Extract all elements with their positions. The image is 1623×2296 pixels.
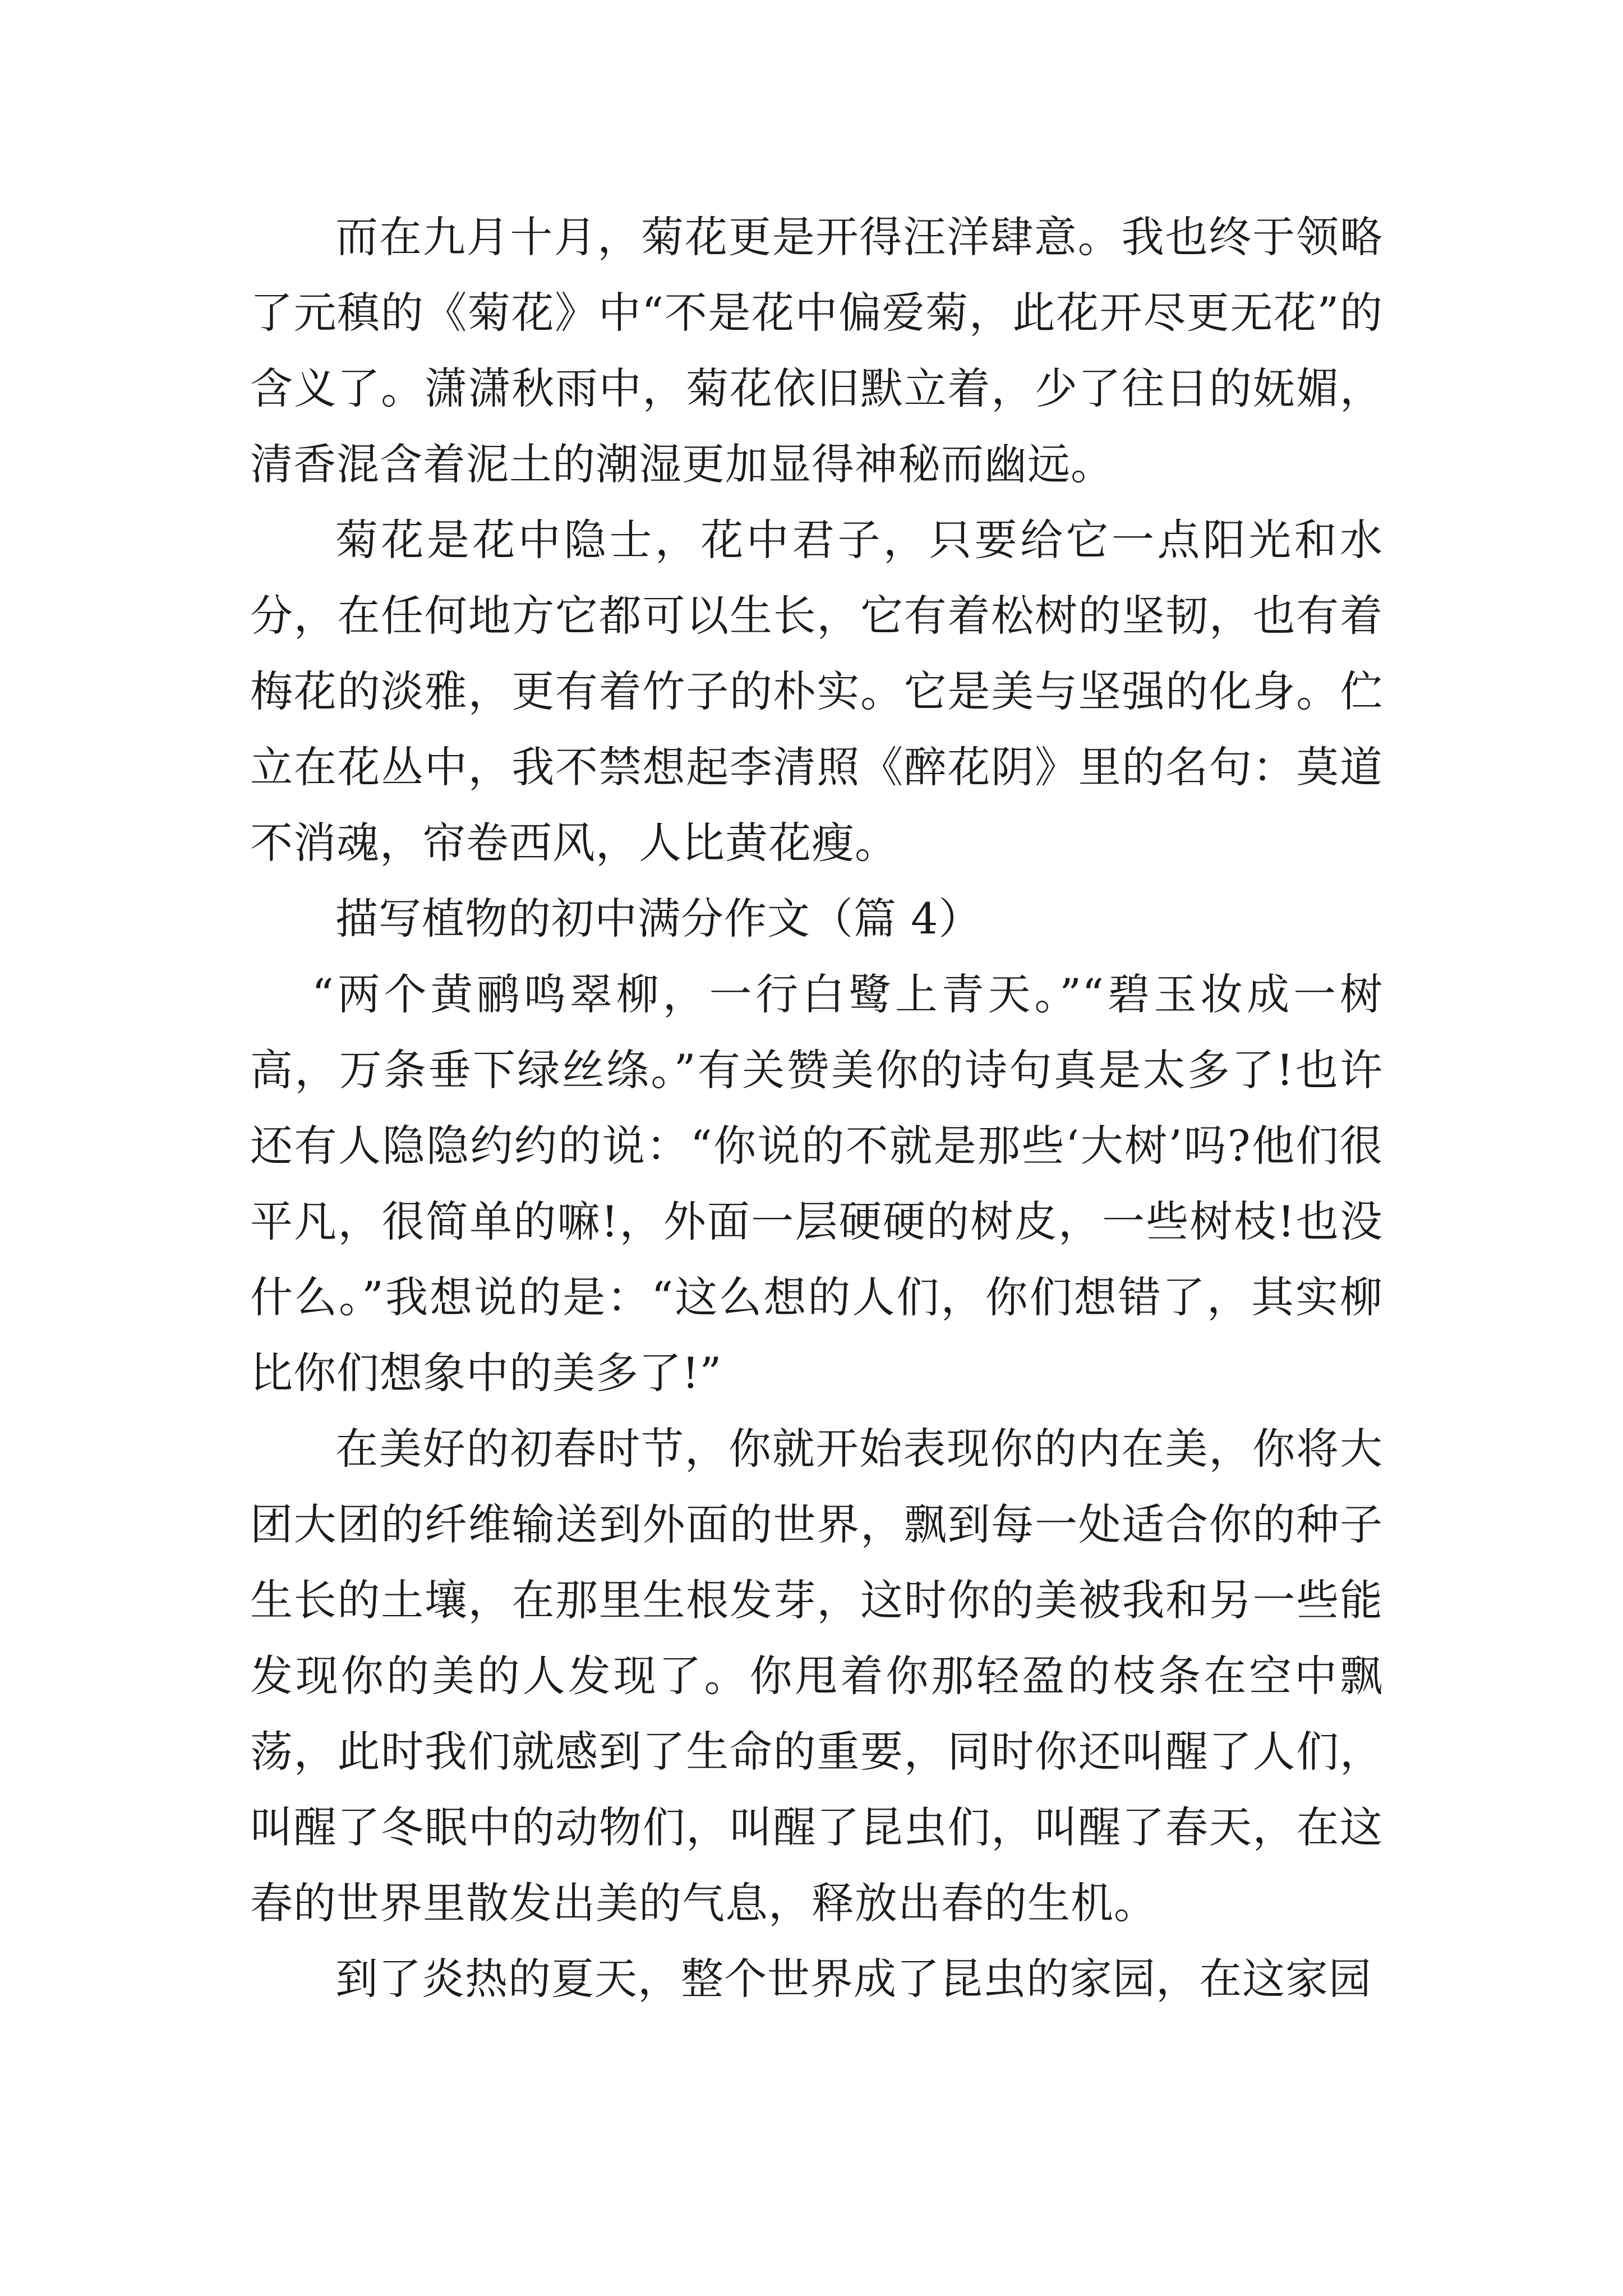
essay-body (250, 199, 1383, 2017)
paragraph-willow-summer: 到了炎热的夏天，整个世界成了昆虫的家园，在这家园 (335, 1954, 1372, 2004)
paragraph-willow-spring: 在美好的初春时节，你就开始表现你的内在美，你将大团大团的纤维输送到外面的世界，飘到每一处适合你的种子生长的土壤，在那里生根发芽，这时你的美被我和另一些能发现你的美的人发现了。你甩着你那轻盈的枝条在空中飘荡，此时我们就感到了生命的重要，同时你还叫醒了人们，叫醒了冬眠中的动物们，叫醒了昆虫们，叫醒了春天，在这春的世界里散发出美的气息，释放出春的生机。 (250, 1424, 1383, 1928)
paragraph-chrysanthemum-autumn: 而在九月十月，菊花更是开得汪洋肆意。我也终于领略了元稹的《菊花》中“不是花中偏爱菊，此花开尽更无花”的含义了。潇潇秋雨中，菊花依旧默立着，少了往日的妩媚，清香混含着泥土的潮湿更加显得神秘而幽远。 (250, 212, 1383, 489)
paragraph-willow-poems: “两个黄鹂鸣翠柳，一行白鹭上青天。”“碧玉妆成一树高，万条垂下绿丝绦。”有关赞美你的诗句真是太多了!也许还有人隐隐约约的说：“你说的不就是那些‘大树’吗?他们很平凡，很简单的嘛!，外面一层硬硬的树皮，一些树枝!也没什么。”我想说的是：“这么想的人们，你们想错了，其实柳比你们想象中的美多了!” (250, 969, 1383, 1398)
paragraph-chrysanthemum-virtue: 菊花是花中隐士，花中君子，只要给它一点阳光和水分，在任何地方它都可以生长，它有着松树的坚韧，也有着梅花的淡雅，更有着竹子的朴实。它是美与坚强的化身。伫立在花丛中，我不禁想起李清照《醉花阴》里的名句：莫道不消魂，帘卷西风，人比黄花瘦。 (250, 515, 1383, 868)
essay-section-title: 描写植物的初中满分作文（篇 4） (335, 894, 982, 944)
